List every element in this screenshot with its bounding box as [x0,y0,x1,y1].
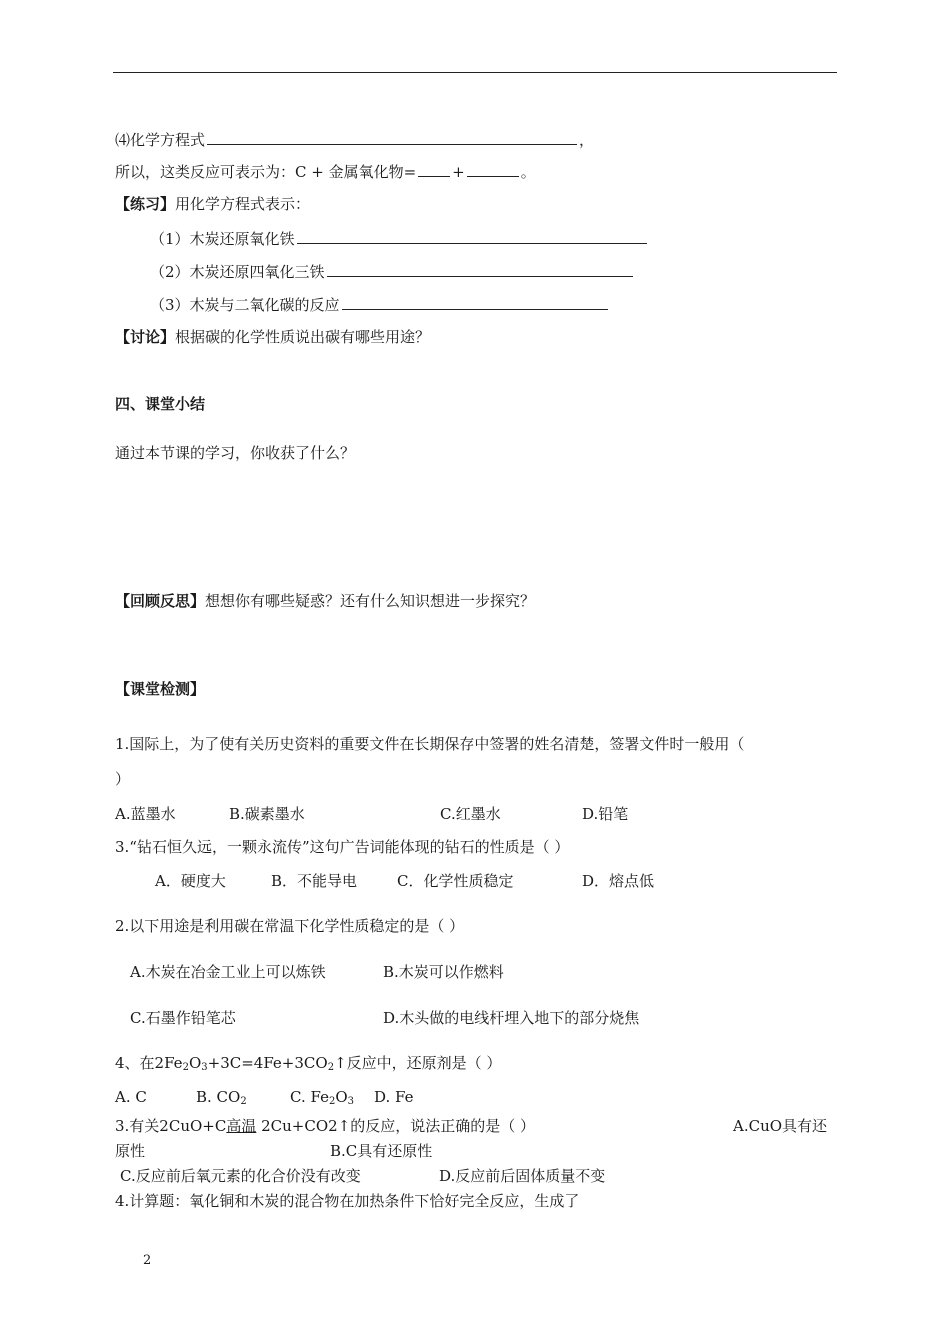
option-text: B. CO [196,1088,241,1106]
q3b-option-a[interactable]: A.CuO具有还 [733,1117,828,1135]
practice-item-label: （2）木炭还原四氧化三铁 [150,263,325,281]
subscript: 2 [327,1062,335,1073]
plus-sign: + [452,163,465,181]
discussion-tag: 【讨论】 [115,328,176,346]
q1-stem: 1.国际上，为了使有关历史资料的重要文件在长期保存中签署的姓名清楚，签署文件时一般用（ [115,735,745,753]
product-blank-2[interactable] [467,161,519,177]
q3a-option-a[interactable]: A．硬度大 [155,872,226,890]
q2-option-b[interactable]: B.木炭可以作燃料 [383,963,504,981]
option-text: C. Fe [290,1088,329,1106]
reaction-form-line [115,161,536,182]
q3b-stem [115,1116,535,1136]
q3a-option-c[interactable]: C．化学性质稳定 [397,872,514,890]
equation-end: ， [579,131,595,149]
q4-stem-part: +3C=4Fe+3CO [207,1054,328,1072]
practice-blank-1[interactable] [297,228,647,244]
q4-stem [115,1053,501,1078]
q4-option-d[interactable]: D. Fe [374,1088,414,1106]
q2-stem: 2.以下用途是利用碳在常温下化学性质稳定的是（ ） [115,917,465,935]
q2-option-d[interactable]: D.木头做的电线杆埋入地下的部分烧焦 [383,1009,640,1027]
q3b-stem-part: 2Cu+CO2↑的反应，说法正确的是（ ） [256,1117,536,1135]
q1-option-d[interactable]: D.铅笔 [582,805,629,823]
reflection-tag: 【回顾反思】 [115,592,206,610]
subscript: 3 [201,1062,208,1073]
equation-line [115,129,594,150]
reflection-line [115,591,535,611]
q4-stem-part: O [188,1054,202,1072]
reaction-form-end: 。 [520,163,536,181]
q4-option-a[interactable]: A. C [115,1088,147,1106]
calc-question-stem: 4.计算题：氧化铜和木炭的混合物在加热条件下恰好完全反应，生成了 [115,1192,580,1210]
subscript: 2 [328,1096,336,1107]
q3b-option-c[interactable]: C.反应前后氧元素的化合价没有改变 [120,1167,361,1185]
q4-option-b[interactable] [196,1087,247,1112]
practice-item-label: （3）木炭与二氧化碳的反应 [150,296,340,314]
q2-option-a[interactable]: A.木炭在冶金工业上可以炼铁 [130,963,326,981]
q4-stem-part: ↑反应中，还原剂是（ ） [334,1054,502,1072]
discussion-text: 根据碳的化学性质说出碳有哪些用途？ [175,328,431,346]
practice-blank-3[interactable] [342,294,608,310]
summary-question: 通过本节课的学习，你收获了什么？ [115,444,356,462]
q3b-option-a-cont: 原性 [115,1142,146,1160]
subscript: 3 [347,1096,355,1107]
header-rule [113,72,837,73]
practice-intro: 用化学方程式表示： [175,195,311,213]
equation-label: ⑷化学方程式 [115,131,206,149]
equation-blank[interactable] [207,129,577,145]
product-blank-1[interactable] [418,161,450,177]
practice-tag: 【练习】 [115,195,176,213]
q3a-option-d[interactable]: D．熔点低 [582,872,655,890]
q3b-option-b[interactable]: B.C具有还原性 [330,1142,433,1160]
page-number: 2 [143,1253,152,1268]
q3a-stem: 3.“钻石恒久远，一颗永流传”这句广告词能体现的钻石的性质是（ ） [115,838,570,856]
q1-option-c[interactable]: C.红墨水 [440,805,501,823]
reaction-form-text: 所以，这类反应可表示为：C + 金属氧化物= [115,163,417,181]
q3a-option-b[interactable]: B．不能导电 [271,872,358,890]
practice-item-label: （1）木炭还原氧化铁 [150,230,295,248]
q1-option-b[interactable]: B.碳素墨水 [229,805,305,823]
q2-option-c[interactable]: C.石墨作铅笔芯 [130,1009,236,1027]
q1-option-a[interactable]: A.蓝墨水 [115,805,176,823]
q3b-stem-part: 3.有关2CuO+C [115,1117,227,1135]
test-heading: 【课堂检测】 [115,680,206,698]
q4-stem-part: 4、在2Fe [115,1054,183,1072]
reflection-text: 想想你有哪些疑惑？还有什么知识想进一步探究？ [205,592,536,610]
subscript: 2 [182,1062,189,1073]
summary-heading: 四、课堂小结 [115,395,206,413]
practice-item-2 [150,261,635,282]
q4-option-c[interactable] [290,1087,354,1112]
practice-item-3 [150,294,610,315]
practice-item-1 [150,228,649,249]
subscript: 2 [240,1096,247,1107]
practice-line [115,194,310,214]
q1-stem-end: ） [115,770,131,788]
reaction-condition: 高温 [226,1117,257,1135]
q3b-option-d[interactable]: D.反应前后固体质量不变 [439,1167,606,1185]
discussion-line [115,327,430,347]
option-text: O [335,1088,348,1106]
practice-blank-2[interactable] [327,261,633,277]
